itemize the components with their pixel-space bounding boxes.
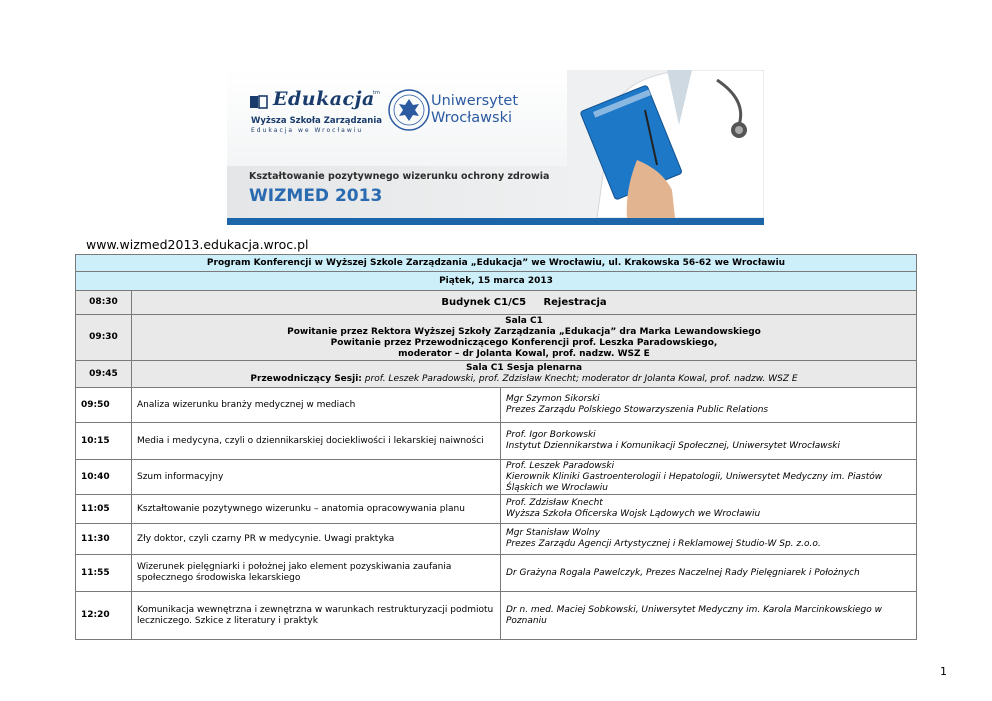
session-time: 09:45: [76, 361, 132, 388]
speaker-name: Prof. Leszek Paradowski: [506, 460, 615, 471]
speaker-name: Prof. Zdzisław Knecht: [506, 498, 603, 508]
speaker-name: Prof. Igor Borkowski: [506, 430, 596, 440]
talk-time: 12:20: [76, 592, 132, 640]
book-icon: [249, 94, 269, 110]
speaker-affiliation: Prezes Zarządu Agencji Artystycznej i Reklamowej Studio-W Sp. z.o.o.: [506, 539, 821, 549]
conference-event-name: WIZMED 2013: [249, 186, 383, 206]
university-seal-icon: [387, 88, 431, 132]
conference-banner: [227, 70, 764, 225]
session-line: moderator – dr Jolanta Kowal, prof. nadzw. WSZ E: [398, 348, 650, 359]
session-row: [76, 315, 917, 361]
talk-time: 11:05: [76, 495, 132, 524]
program-title-row: [76, 255, 917, 272]
university-name-line1: Uniwersytet: [431, 93, 518, 109]
program-day-row: [76, 272, 917, 291]
talk-speaker: [501, 388, 917, 423]
speaker-name: Dr n. med. Maciej Sobkowski, Uniwersytet Medyczny im. Karola Marcinkowskiego w Poznaniu: [506, 604, 882, 626]
talk-speaker: [501, 524, 917, 555]
talk-title: Komunikacja wewnętrzna i zewnętrzna w warunkach restrukturyzacji podmiotu leczniczego. Szkice z literatury i praktyk: [132, 592, 501, 640]
conference-website: www.wizmed2013.edukacja.wroc.pl: [86, 237, 309, 252]
talk-time: 10:40: [76, 460, 132, 495]
talk-speaker: [501, 423, 917, 460]
session-room: Sala C1 Sesja plenarna: [465, 363, 583, 373]
speaker-affiliation: Instytut Dziennikarstwa i Komunikacji Społecznej, Uniwersytet Wrocławski: [506, 441, 840, 451]
session-chair: [137, 374, 911, 385]
session-chair-names: prof. Leszek Paradowski, prof. Zdzisław Knecht; moderator dr Jolanta Kowal, prof. nadzw. WSZ E: [361, 374, 798, 384]
session-chair-label: Przewodniczący Sesji:: [250, 374, 362, 384]
edukacja-wordmark: Edukacja: [273, 88, 375, 110]
talk-title: Kształtowanie pozytywnego wizerunku – anatomia opracowywania planu: [132, 495, 501, 524]
talk-speaker: [501, 460, 917, 495]
speaker-affiliation: Kierownik Kliniki Gastroenterologii i Hepatologii, Uniwersytet Medyczny im. Piastów Śląskich we Wrocławiu: [506, 471, 883, 493]
session-room: Sala C1: [505, 315, 543, 326]
program-day: Piątek, 15 marca 2013: [76, 272, 917, 291]
session-info: [132, 315, 917, 361]
talk-row: [76, 495, 917, 524]
talk-title: Szum informacyjny: [132, 460, 501, 495]
speaker-name: Mgr Szymon Sikorski: [506, 394, 600, 404]
speaker-name: Dr Grażyna Rogala Pawelczyk, Prezes Naczelnej Rady Pielęgniarek i Położnych: [506, 567, 860, 578]
talk-title: Zły doktor, czyli czarny PR w medycynie. Uwagi praktyka: [132, 524, 501, 555]
talk-time: 11:30: [76, 524, 132, 555]
session-time: 09:30: [76, 315, 132, 361]
edukacja-school-name: Wyższa Szkoła Zarządzania: [251, 116, 382, 126]
session-info: [132, 291, 917, 315]
talk-title: Wizerunek pielęgniarki i położnej jako element pozyskiwania zaufania społecznego środowiska lekarskiego: [132, 555, 501, 592]
university-name-line2: Wrocławski: [431, 110, 513, 126]
edukacja-logo: [249, 88, 399, 154]
talk-time: 10:15: [76, 423, 132, 460]
page-number: 1: [940, 665, 947, 678]
trademark-mark: tm: [373, 90, 380, 96]
talk-time: 11:55: [76, 555, 132, 592]
talk-speaker: [501, 555, 917, 592]
talk-speaker: [501, 495, 917, 524]
edukacja-city: Edukacja we Wrocławiu: [251, 127, 364, 134]
registration-text: Budynek C1/C5 Rejestracja: [441, 297, 607, 308]
conference-tagline: Kształtowanie pozytywnego wizerunku ochrony zdrowia: [249, 171, 550, 182]
session-info: [132, 361, 917, 388]
session-time: 08:30: [76, 291, 132, 315]
talk-speaker: [501, 592, 917, 640]
talk-row: [76, 423, 917, 460]
talk-row: [76, 555, 917, 592]
talk-title: Media i medycyna, czyli o dziennikarskiej dociekliwości i lekarskiej naiwności: [132, 423, 501, 460]
program-table: [75, 254, 917, 640]
talk-row: [76, 388, 917, 423]
program-title: Program Konferencji w Wyższej Szkole Zarządzania „Edukacja” we Wrocławiu, ul. Krakowska 56-62 we Wrocławiu: [76, 255, 917, 272]
doctor-photo: [567, 70, 764, 218]
talk-row: [76, 460, 917, 495]
banner-bottom-bar: [227, 218, 764, 225]
session-line: Powitanie przez Przewodniczącego Konferencji prof. Leszka Paradowskiego,: [330, 337, 718, 348]
speaker-affiliation: Wyższa Szkoła Oficerska Wojsk Lądowych we Wrocławiu: [506, 509, 761, 519]
speaker-name: Mgr Stanisław Wolny: [506, 528, 600, 538]
university-logo: [387, 88, 527, 138]
speaker-affiliation: Prezes Zarządu Polskiego Stowarzyszenia Public Relations: [506, 405, 769, 415]
session-row: [76, 291, 917, 315]
talk-time: 09:50: [76, 388, 132, 423]
talk-row: [76, 592, 917, 640]
session-line: Powitanie przez Rektora Wyższej Szkoły Zarządzania „Edukacja” dra Marka Lewandowskiego: [287, 326, 761, 337]
talk-title: Analiza wizerunku branży medycznej w mediach: [132, 388, 501, 423]
talk-row: [76, 524, 917, 555]
session-row: [76, 361, 917, 388]
